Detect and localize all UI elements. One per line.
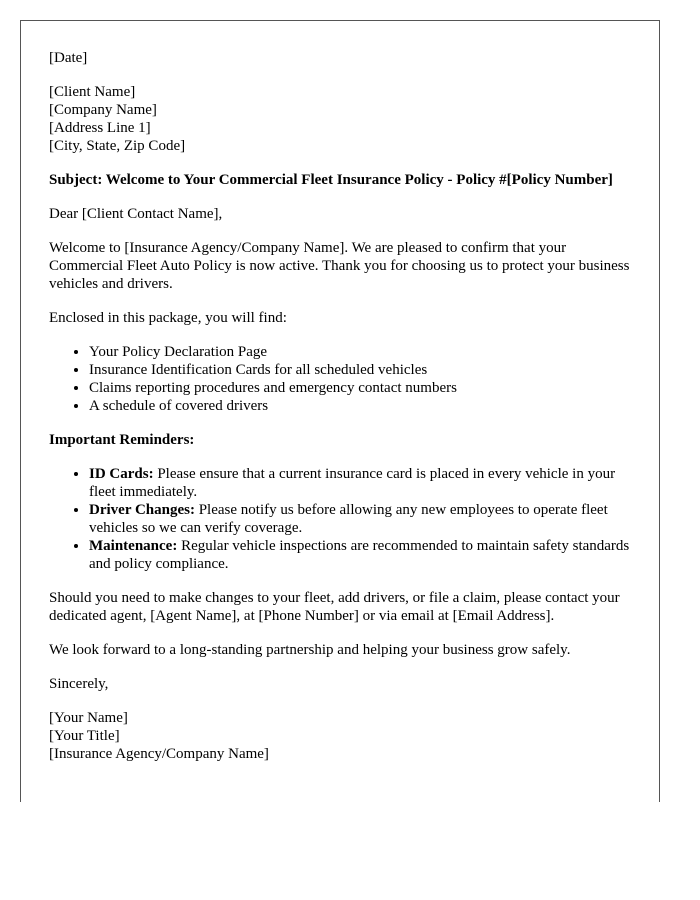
reminder-label: ID Cards:: [89, 466, 154, 482]
intro-paragraph: Welcome to [Insurance Agency/Company Name]. We are pleased to confirm that your Commercial Fleet Auto Policy is now active. Thank you for choosing us to protect your business vehicles and drivers.: [49, 240, 630, 292]
enclosed-heading: Enclosed in this package, you will find:: [49, 310, 287, 326]
recipient-address-line-1: [Address Line 1]: [49, 120, 151, 136]
reminder-text: Regular vehicle inspections are recommended to maintain safety standards and policy compliance.: [89, 538, 630, 572]
signature-title: [Your Title]: [49, 728, 120, 744]
letter-date: [Date]: [49, 50, 88, 66]
sign-off: Sincerely,: [49, 676, 109, 692]
closing-paragraph: We look forward to a long-standing partnership and helping your business grow safely.: [49, 642, 571, 658]
reminder-label: Maintenance:: [89, 538, 178, 554]
signature-block: [49, 709, 639, 763]
signature-name: [Your Name]: [49, 710, 128, 726]
letter-salutation: Dear [Client Contact Name],: [49, 206, 223, 222]
recipient-city-state-zip: [City, State, Zip Code]: [49, 138, 186, 154]
enclosed-list: [49, 343, 639, 415]
enclosed-list-item: • Claims reporting procedures and emergency contact numbers: [89, 379, 639, 397]
letter-page: [20, 20, 660, 802]
reminder-label: Driver Changes:: [89, 502, 195, 518]
enclosed-list-item: • A schedule of covered drivers: [89, 397, 639, 415]
reminder-item-id-cards: [89, 465, 639, 501]
reminder-text: Please notify us before allowing any new employees to operate fleet vehicles so we can verify coverage.: [89, 502, 608, 536]
enclosed-list-item: • Your Policy Declaration Page: [89, 343, 639, 361]
enclosed-list-item: • Insurance Identification Cards for all scheduled vehicles: [89, 361, 639, 379]
reminder-item-driver-changes: [89, 501, 639, 537]
letter-subject: Subject: Welcome to Your Commercial Fleet Insurance Policy - Policy #[Policy Number]: [49, 172, 613, 188]
signature-company: [Insurance Agency/Company Name]: [49, 746, 269, 762]
reminder-text: Please ensure that a current insurance card is placed in every vehicle in your fleet immediately.: [89, 466, 616, 500]
recipient-client-name: [Client Name]: [49, 84, 136, 100]
recipient-address: [49, 83, 639, 155]
reminder-item-maintenance: [89, 537, 639, 573]
contact-paragraph: Should you need to make changes to your fleet, add drivers, or file a claim, please contact your dedicated agent, [Agent Name], at [Phone Number] or via email at [Email Address].: [49, 590, 620, 624]
reminders-list: [49, 465, 639, 573]
recipient-company-name: [Company Name]: [49, 102, 157, 118]
reminders-heading: Important Reminders:: [49, 432, 195, 448]
